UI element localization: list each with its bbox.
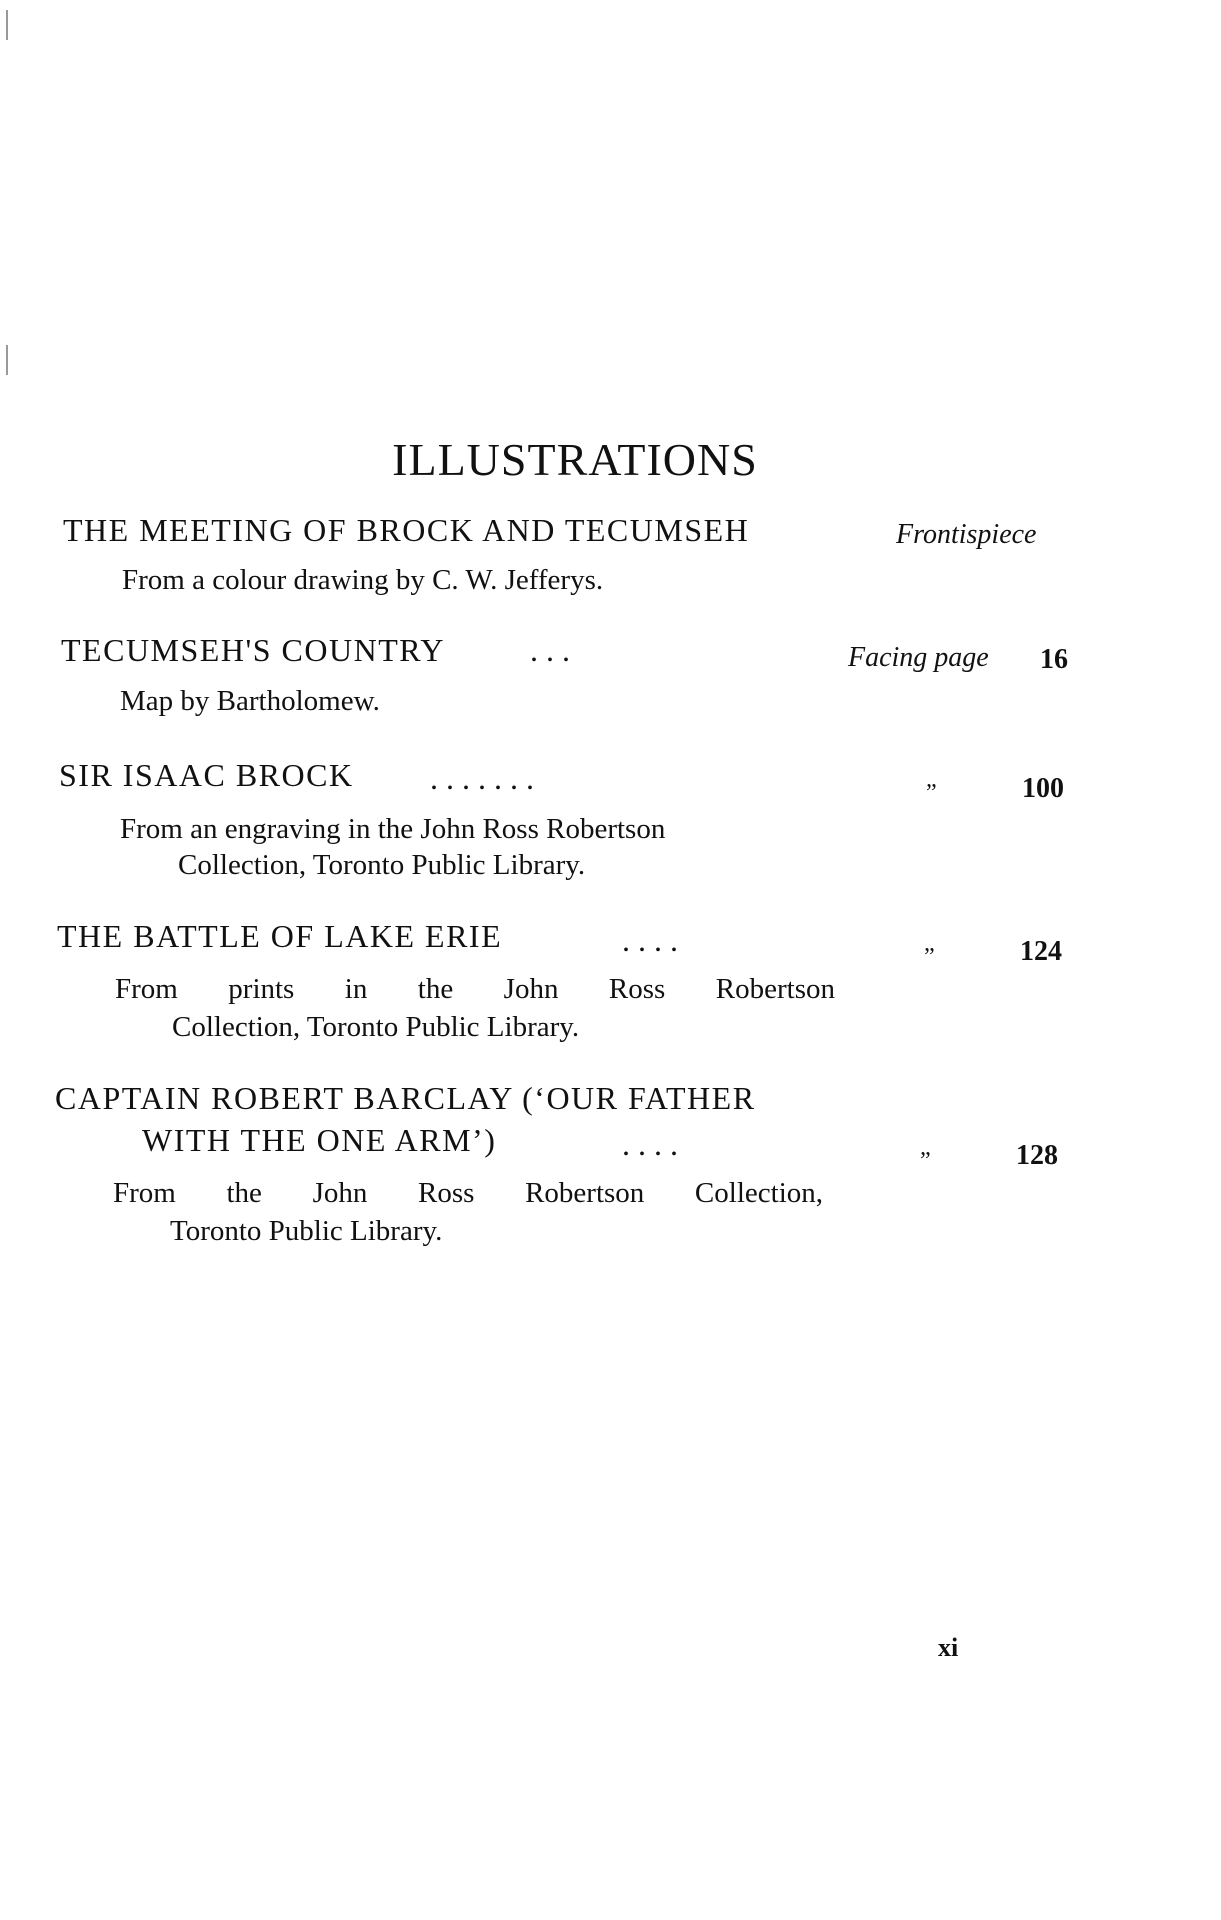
leader-dots: . . . . . . . — [430, 760, 534, 796]
ditto-mark: ” — [924, 944, 935, 970]
entry-description: Map by Bartholomew. — [120, 685, 380, 717]
entry-title: TECUMSEH'S COUNTRY — [61, 632, 445, 668]
page-title: ILLUSTRATIONS — [392, 433, 758, 485]
entry-title: CAPTAIN ROBERT BARCLAY (‘OUR FATHER — [55, 1080, 756, 1116]
entry-description: Collection, Toronto Public Library. — [172, 1011, 580, 1043]
entry-description: From a colour drawing by C. W. Jefferys. — [122, 564, 604, 596]
entry-title: SIR ISAAC BROCK — [59, 757, 354, 793]
entry-title-continued: WITH THE ONE ARM’) — [142, 1122, 497, 1158]
margin-mark — [6, 345, 8, 375]
entry-title: THE MEETING OF BROCK AND TECUMSEH — [63, 512, 750, 548]
leader-dots: . . . . — [622, 922, 678, 958]
page-number: 16 — [1040, 644, 1068, 675]
page-number: 128 — [1016, 1140, 1058, 1171]
entry-description: From the John Ross Robertson Collection, — [113, 1177, 823, 1209]
entry-description: From prints in the John Ross Robertson — [115, 973, 835, 1005]
entry-reference: Frontispiece — [896, 519, 1037, 550]
entry-description: Toronto Public Library. — [170, 1215, 443, 1247]
margin-mark — [6, 10, 8, 40]
leader-dots: . . . — [530, 632, 570, 668]
leader-dots: . . . . — [622, 1126, 678, 1162]
page-folio: xi — [938, 1633, 959, 1662]
page-number: 124 — [1020, 936, 1062, 967]
ditto-mark: ” — [920, 1148, 931, 1174]
entry-reference: Facing page — [848, 642, 989, 673]
entry-description: Collection, Toronto Public Library. — [178, 849, 586, 881]
entry-description: From an engraving in the John Ross Robertson — [120, 813, 666, 845]
ditto-mark: ” — [926, 780, 937, 806]
entry-title: THE BATTLE OF LAKE ERIE — [57, 918, 503, 954]
page-number: 100 — [1022, 773, 1064, 804]
